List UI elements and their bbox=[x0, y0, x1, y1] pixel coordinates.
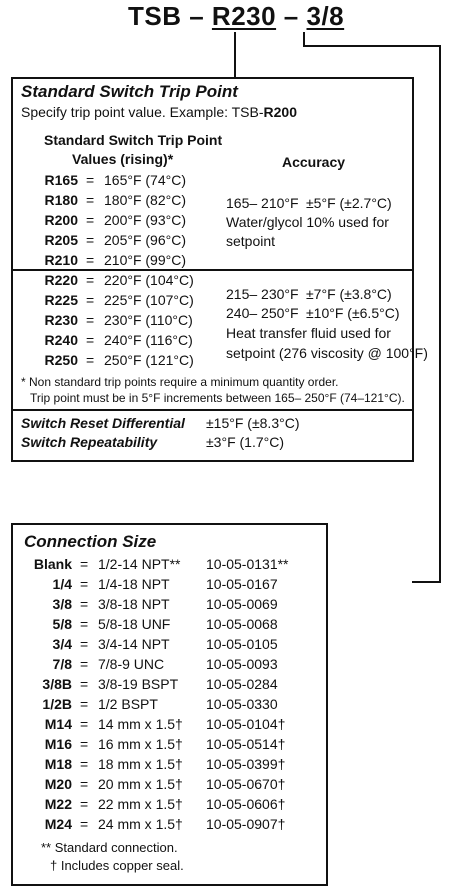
conn-code: 3/8 bbox=[52, 596, 72, 612]
repeatability-label: Switch Repeatability bbox=[21, 434, 158, 450]
trip-values-col-header-1: Standard Switch Trip Point bbox=[44, 132, 223, 148]
conn-size: 7/8-9 UNC bbox=[98, 656, 165, 672]
conn-eq: = bbox=[80, 676, 89, 692]
conn-note-copper-seal: † Includes copper seal. bbox=[50, 858, 184, 873]
trip-eq: = bbox=[86, 292, 95, 308]
trip-value: 205°F (96°C) bbox=[104, 232, 187, 248]
conn-code: M14 bbox=[44, 716, 72, 732]
conn-code: M18 bbox=[44, 756, 72, 772]
accuracy-value-2b: ±10°F (±6.5°C) bbox=[306, 305, 400, 321]
conn-size: 3/8-19 BSPT bbox=[98, 676, 179, 692]
trip-value: 250°F (121°C) bbox=[104, 352, 194, 368]
conn-part: 10-05-0105 bbox=[206, 636, 278, 652]
trip-value: 200°F (93°C) bbox=[104, 212, 187, 228]
trip-eq: = bbox=[86, 352, 95, 368]
conn-part: 10-05-0330 bbox=[206, 696, 278, 712]
conn-part: 10-05-0670† bbox=[206, 776, 286, 792]
conn-size: 16 mm x 1.5† bbox=[98, 736, 183, 752]
conn-size: 14 mm x 1.5† bbox=[98, 716, 183, 732]
trip-code: R220 bbox=[44, 272, 78, 288]
reset-differential-value: ±15°F (±8.3°C) bbox=[206, 415, 300, 431]
conn-part: 10-05-0093 bbox=[206, 656, 278, 672]
conn-size: 24 mm x 1.5† bbox=[98, 816, 183, 832]
title-size: 3/8 bbox=[306, 1, 345, 31]
conn-eq: = bbox=[80, 756, 89, 772]
trip-code: R225 bbox=[44, 292, 78, 308]
reset-differential-label: Switch Reset Differential bbox=[21, 415, 185, 431]
trip-value: 220°F (104°C) bbox=[104, 272, 194, 288]
connector-size-line-end bbox=[412, 581, 441, 583]
accuracy-range-1: 165– 210°F bbox=[226, 195, 299, 211]
accuracy-note-2a: Heat transfer fluid used for bbox=[226, 325, 391, 341]
conn-eq: = bbox=[80, 576, 89, 592]
conn-eq: = bbox=[80, 796, 89, 812]
trip-eq: = bbox=[86, 212, 95, 228]
model-code-title bbox=[128, 1, 344, 32]
conn-part: 10-05-0167 bbox=[206, 576, 278, 592]
spec-text: Specify trip point value. Example: TSB- bbox=[21, 104, 264, 120]
connector-model-line bbox=[234, 32, 236, 78]
conn-part: 10-05-0514† bbox=[206, 736, 286, 752]
title-prefix: TSB – bbox=[128, 1, 212, 31]
repeatability-value: ±3°F (1.7°C) bbox=[206, 434, 285, 450]
conn-code: M16 bbox=[44, 736, 72, 752]
trip-value: 240°F (116°C) bbox=[104, 332, 193, 348]
conn-code: M22 bbox=[44, 796, 72, 812]
trip-footnote-1: * Non standard trip points require a minimum quantity order. bbox=[21, 375, 339, 389]
conn-size: 1/2 BSPT bbox=[98, 696, 158, 712]
conn-part: 10-05-0907† bbox=[206, 816, 286, 832]
trip-footer-divider bbox=[11, 409, 414, 411]
title-model: R230 bbox=[211, 1, 277, 31]
trip-eq: = bbox=[86, 272, 95, 288]
conn-eq: = bbox=[80, 556, 89, 572]
conn-code: Blank bbox=[33, 556, 72, 572]
conn-eq: = bbox=[80, 636, 89, 652]
conn-eq: = bbox=[80, 696, 89, 712]
conn-eq: = bbox=[80, 736, 89, 752]
trip-code: R210 bbox=[44, 252, 78, 268]
conn-size: 3/4-14 NPT bbox=[98, 636, 170, 652]
connection-size-header: Connection Size bbox=[24, 532, 157, 551]
trip-code: R200 bbox=[44, 212, 78, 228]
conn-code: 3/8B bbox=[42, 676, 72, 692]
trip-eq: = bbox=[86, 312, 95, 328]
trip-group-divider bbox=[11, 269, 414, 271]
connector-size-line-down bbox=[303, 32, 305, 46]
conn-code: 1/2B bbox=[42, 696, 72, 712]
connector-size-line-right bbox=[439, 45, 441, 582]
conn-code: 1/4 bbox=[52, 576, 72, 592]
trip-value: 210°F (99°C) bbox=[104, 252, 187, 268]
conn-code: 3/4 bbox=[52, 636, 72, 652]
accuracy-value-1: ±5°F (±2.7°C) bbox=[306, 195, 392, 211]
conn-code: M24 bbox=[44, 816, 72, 832]
accuracy-value-2a: ±7°F (±3.8°C) bbox=[306, 286, 392, 302]
conn-size: 20 mm x 1.5† bbox=[98, 776, 183, 792]
trip-eq: = bbox=[86, 192, 95, 208]
trip-eq: = bbox=[86, 232, 95, 248]
trip-eq: = bbox=[86, 172, 95, 188]
title-sep: – bbox=[276, 1, 307, 31]
conn-eq: = bbox=[80, 816, 89, 832]
trip-value: 230°F (110°C) bbox=[104, 312, 193, 328]
conn-eq: = bbox=[80, 616, 89, 632]
conn-eq: = bbox=[80, 656, 89, 672]
trip-eq: = bbox=[86, 332, 95, 348]
trip-code: R165 bbox=[44, 172, 78, 188]
conn-part: 10-05-0068 bbox=[206, 616, 278, 632]
accuracy-note-1a: Water/glycol 10% used for bbox=[226, 214, 389, 230]
conn-part: 10-05-0284 bbox=[206, 676, 278, 692]
trip-value: 165°F (74°C) bbox=[104, 172, 187, 188]
conn-size: 22 mm x 1.5† bbox=[98, 796, 183, 812]
trip-eq: = bbox=[86, 252, 95, 268]
conn-part: 10-05-0399† bbox=[206, 756, 286, 772]
trip-code: R250 bbox=[44, 352, 78, 368]
conn-note-standard: ** Standard connection. bbox=[41, 840, 178, 855]
conn-eq: = bbox=[80, 716, 89, 732]
trip-code: R205 bbox=[44, 232, 78, 248]
accuracy-range-2b: 240– 250°F bbox=[226, 305, 299, 321]
trip-code: R180 bbox=[44, 192, 78, 208]
trip-point-spec bbox=[21, 104, 297, 120]
conn-part: 10-05-0131** bbox=[206, 556, 289, 572]
trip-value: 180°F (82°C) bbox=[104, 192, 187, 208]
trip-code: R230 bbox=[44, 312, 78, 328]
conn-size: 1/2-14 NPT** bbox=[98, 556, 181, 572]
conn-part: 10-05-0104† bbox=[206, 716, 286, 732]
accuracy-range-2a: 215– 230°F bbox=[226, 286, 299, 302]
spec-example: R200 bbox=[263, 104, 297, 120]
conn-size: 3/8-18 NPT bbox=[98, 596, 170, 612]
trip-value: 225°F (107°C) bbox=[104, 292, 194, 308]
trip-point-header: Standard Switch Trip Point bbox=[21, 82, 238, 101]
conn-part: 10-05-0069 bbox=[206, 596, 278, 612]
conn-size: 1/4-18 NPT bbox=[98, 576, 170, 592]
connector-size-line-across bbox=[303, 45, 440, 47]
conn-size: 5/8-18 UNF bbox=[98, 616, 171, 632]
conn-eq: = bbox=[80, 596, 89, 612]
conn-code: 5/8 bbox=[52, 616, 72, 632]
accuracy-note-2b: setpoint (276 viscosity @ 100°F) bbox=[226, 345, 428, 361]
conn-eq: = bbox=[80, 776, 89, 792]
conn-code: M20 bbox=[44, 776, 72, 792]
accuracy-col-header: Accuracy bbox=[282, 154, 346, 170]
trip-values-col-header-2: Values (rising)* bbox=[72, 151, 174, 167]
trip-code: R240 bbox=[44, 332, 78, 348]
conn-code: 7/8 bbox=[52, 656, 72, 672]
trip-footnote-2: Trip point must be in 5°F increments between 165– 250°F (74–121°C). bbox=[30, 391, 405, 405]
accuracy-note-1b: setpoint bbox=[226, 233, 276, 249]
conn-size: 18 mm x 1.5† bbox=[98, 756, 183, 772]
conn-part: 10-05-0606† bbox=[206, 796, 286, 812]
